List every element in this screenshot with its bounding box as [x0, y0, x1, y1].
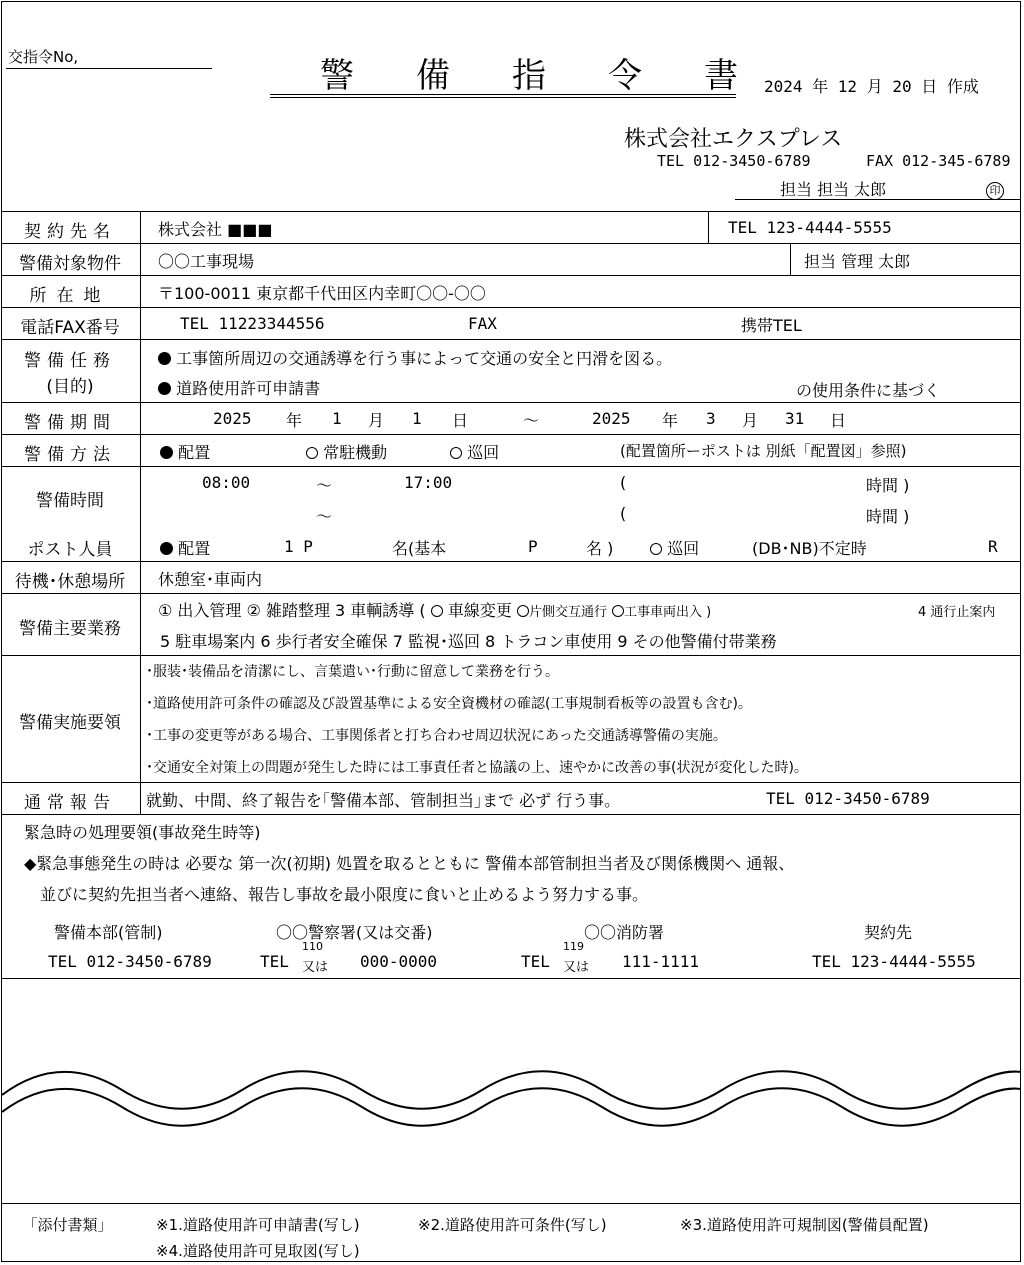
post-db: (DB･NB)不定時	[752, 539, 867, 558]
contact-tel-label-fire: TEL	[521, 952, 550, 971]
period-start-year: 2025	[213, 409, 252, 428]
contact-tel-label-police: TEL	[260, 952, 289, 971]
period-end-day: 31	[785, 409, 805, 428]
period-start-day: 1	[412, 409, 422, 428]
method-note: (配置箇所ーポストは 別紙「配置図」参照)	[620, 442, 907, 460]
contact-sub-fire: 又は	[563, 960, 590, 975]
method-option-junkai	[450, 440, 499, 463]
document-title: 警備指令書	[320, 56, 800, 96]
row-line	[2, 307, 1021, 308]
radio-selected-icon	[160, 542, 173, 555]
row-line	[2, 243, 1021, 244]
emergency-title: 緊急時の処理要領(事故発生時等)	[24, 823, 261, 842]
contact-name-police: 〇〇警察署(又は交番)	[276, 923, 433, 942]
wavy-line-lower	[2, 1088, 1021, 1126]
method-label: 警備方法	[24, 445, 116, 465]
property-label: 警備対象物件	[19, 254, 121, 274]
rest-value: 休憩室･車両内	[158, 570, 263, 589]
report-value: 就勤、中間、終了報告を｢警備本部、管制担当｣まで 必ず 行う事。	[146, 791, 621, 810]
procedure-item-text: 道路使用許可条件の確認及び設置基準による安全資機材の確認(工事規制看板等の設置も含む)。	[153, 696, 752, 712]
duty-line2	[158, 376, 320, 399]
wavy-cut-divider	[2, 1050, 1021, 1130]
row-line	[2, 561, 1021, 562]
radio-empty-icon	[306, 447, 318, 459]
address-value: 〒100-0011 東京都千代田区内幸町〇〇-〇〇	[158, 284, 486, 303]
contact-tel-hq: TEL 012-3450-6789	[48, 952, 212, 971]
hours-end: 17:00	[404, 473, 453, 492]
created-date: 2024 年 12 月 20 日 作成	[764, 77, 979, 96]
contact-name-fire: 〇〇消防署	[584, 923, 665, 942]
contact-name-hq: 警備本部(管制)	[54, 923, 163, 942]
tasks-line2: 5 駐車場案内 6 歩行者安全確保 7 監視･巡回 8 トラコン車使用 9 その他警備付帯業務	[160, 632, 777, 651]
hours-tilde-2: ～	[316, 507, 333, 526]
row-line	[2, 339, 1021, 340]
emergency-line2: 並びに契約先担当者へ連絡、報告し事故を最小限度に食いと止めるよう努力する事。	[40, 885, 649, 904]
hours-tilde-1: ～	[316, 476, 333, 495]
procedure-item-text: 交通安全対策上の問題が発生した時には工事責任者と協議の上、速やかに改善の事(状況が変化した時)。	[153, 760, 808, 776]
procedure-item-text: 服装･装備品を清潔にし、言葉遣い･行動に留意して業務を行う。	[153, 664, 559, 680]
procedure-item: ･服装･装備品を清潔にし、言葉遣い･行動に留意して業務を行う。	[146, 664, 559, 680]
wavy-line-upper	[2, 1071, 1021, 1109]
attachments-label: ｢添付書類｣	[30, 1216, 106, 1234]
row-line	[2, 275, 1021, 276]
row-line	[2, 814, 1021, 815]
tasks-line1-d: 4 通行止案内	[918, 605, 996, 620]
property-person: 担当 管理 太郎	[804, 252, 911, 271]
method-option-joukuu-label: 常駐機動	[323, 443, 388, 462]
period-label: 警備期間	[24, 413, 116, 433]
emergency-line1: ◆緊急事態発生の時は 必要な 第一次(初期) 処置を取るとともに 警備本部管制担当者及び関係機関へ 通報、	[24, 854, 795, 873]
property-person-divider	[790, 243, 791, 275]
contact-sup-fire: 119	[563, 940, 584, 953]
row-line	[2, 593, 1021, 594]
row-line	[2, 655, 1021, 656]
company-tel: TEL 012-3450-6789	[657, 152, 811, 170]
period-end-year: 2025	[592, 409, 631, 428]
table-top-line	[2, 211, 1021, 212]
attachment-item: ※4.道路使用許可見取図(写し)	[156, 1242, 360, 1260]
address-label: 所在地	[29, 286, 111, 306]
phone-mobile: 携帯TEL	[741, 316, 802, 335]
procedure-item-text: 工事の変更等がある場合、工事関係者と打ち合わせ周辺状況にあった交通誘導警備の実施。	[153, 728, 727, 744]
procedures-label: 警備実施要領	[19, 713, 121, 733]
radio-empty-icon	[431, 605, 443, 617]
stamp-icon	[986, 179, 1004, 200]
hours-paren-2: (	[620, 504, 627, 523]
period-end-month: 3	[706, 409, 716, 428]
duty-line1	[158, 346, 672, 369]
hours-label: 警備時間	[36, 491, 104, 511]
person-underline	[735, 199, 1021, 200]
post-name-close: 名 )	[586, 539, 614, 558]
procedure-item: ･交通安全対策上の問題が発生した時には工事責任者と協議の上、速やかに改善の事(状況が変化した時)。	[146, 760, 808, 776]
period-month-char-2: 月	[742, 411, 759, 430]
contact-sub-police: 又は	[302, 960, 329, 975]
attachment-item: ※3.道路使用許可規制図(警備員配置)	[680, 1216, 929, 1234]
period-year-char: 年	[286, 411, 303, 430]
property-value: 〇〇工事現場	[158, 252, 255, 271]
contract-value: 株式会社 ■■■	[158, 220, 273, 239]
post-option-haichi	[160, 536, 210, 559]
company-name: 株式会社エクスプレス	[624, 127, 843, 152]
hours-paren-1: (	[620, 473, 627, 492]
attachments-top-line	[2, 1203, 1021, 1204]
contract-tel: TEL 123-4444-5555	[728, 218, 892, 237]
procedure-item: ･道路使用許可条件の確認及び設置基準による安全資機材の確認(工事規制看板等の設置も含む)。	[146, 696, 752, 712]
rest-label: 待機･休憩場所	[14, 572, 126, 592]
tasks-line1-main: ① 出入管理 ② 雑踏整理 3 車輌誘導 (	[158, 601, 426, 620]
attachment-item: ※1.道路使用許可申請書(写し)	[156, 1216, 360, 1234]
order-no-underline	[6, 68, 212, 69]
hours-start: 08:00	[202, 473, 251, 492]
post-name-basic: 名(基本	[392, 539, 447, 558]
post-option-haichi-label: 配置	[178, 539, 211, 558]
attachment-item: ※2.道路使用許可条件(写し)	[418, 1216, 607, 1234]
post-r: R	[988, 537, 998, 556]
post-label: ポスト人員	[27, 540, 113, 560]
procedure-item: ･工事の変更等がある場合、工事関係者と打ち合わせ周辺状況にあった交通誘導警備の実施。	[146, 728, 727, 744]
period-tilde: ～	[523, 411, 540, 430]
report-tel: TEL 012-3450-6789	[766, 789, 930, 808]
phone-fax: FAX	[468, 314, 497, 333]
label-column-line	[140, 211, 141, 814]
contact-tel-client: TEL 123-4444-5555	[812, 952, 976, 971]
duty-line1-text: 工事箇所周辺の交通誘導を行う事によって交通の安全と円滑を図る。	[176, 349, 673, 368]
method-option-junkai-label: 巡回	[467, 443, 500, 462]
company-fax: FAX 012-345-6789	[866, 152, 1011, 170]
contact-name-client: 契約先	[864, 923, 913, 942]
period-day-char: 日	[452, 411, 469, 430]
tasks-line1-b: 片側交互通行	[528, 605, 607, 620]
row-line	[2, 466, 1021, 467]
bullet-icon	[158, 352, 171, 365]
stamp-char: 印	[986, 182, 1004, 200]
post-option-junkai	[650, 536, 699, 559]
title-underline-1	[270, 94, 736, 95]
tasks-line1-c: 工事車両出入 )	[624, 605, 712, 620]
emergency-bottom-line	[2, 978, 1021, 979]
post-p: P	[528, 537, 538, 556]
duty-line2-right: の使用条件に基づく	[796, 381, 941, 400]
radio-empty-icon	[612, 605, 624, 617]
tasks-line1-a: 車線変更	[447, 601, 512, 620]
duty-label-sub: (目的)	[46, 377, 94, 397]
company-person: 担当 担当 太郎	[780, 180, 887, 199]
hours-close-1: 時間 )	[866, 476, 910, 495]
hours-close-2: 時間 )	[866, 507, 910, 526]
contract-label: 契約先名	[24, 222, 116, 242]
radio-selected-icon	[160, 446, 173, 459]
radio-empty-icon	[450, 447, 462, 459]
method-option-joukuu	[306, 440, 387, 463]
report-label: 通常報告	[24, 793, 116, 813]
contact-number-fire: 111-1111	[622, 952, 700, 971]
period-day-char-2: 日	[830, 411, 847, 430]
bullet-icon	[158, 382, 171, 395]
phone-tel: TEL 11223344556	[180, 314, 325, 333]
order-no-label: 交指令No,	[8, 48, 79, 66]
period-month-char: 月	[368, 411, 385, 430]
contact-sup-police: 110	[302, 940, 323, 953]
row-line	[2, 402, 1021, 403]
tasks-line1	[158, 598, 711, 621]
row-line	[2, 434, 1021, 435]
period-year-char-2: 年	[662, 411, 679, 430]
title-underline-2	[270, 97, 736, 98]
phone-label: 電話FAX番号	[20, 318, 120, 338]
radio-empty-icon	[650, 543, 662, 555]
duty-label: 警備任務	[24, 351, 116, 371]
row-line	[2, 782, 1021, 783]
post-count: 1 P	[284, 537, 313, 556]
method-option-haichi-label: 配置	[178, 443, 211, 462]
period-start-month: 1	[332, 409, 342, 428]
contract-tel-divider	[708, 211, 709, 243]
radio-empty-icon	[517, 605, 529, 617]
duty-line2-text: 道路使用許可申請書	[176, 379, 321, 398]
tasks-label: 警備主要業務	[19, 619, 121, 639]
contact-number-police: 000-0000	[360, 952, 438, 971]
post-option-junkai-label: 巡回	[667, 539, 700, 558]
method-option-haichi	[160, 440, 210, 463]
